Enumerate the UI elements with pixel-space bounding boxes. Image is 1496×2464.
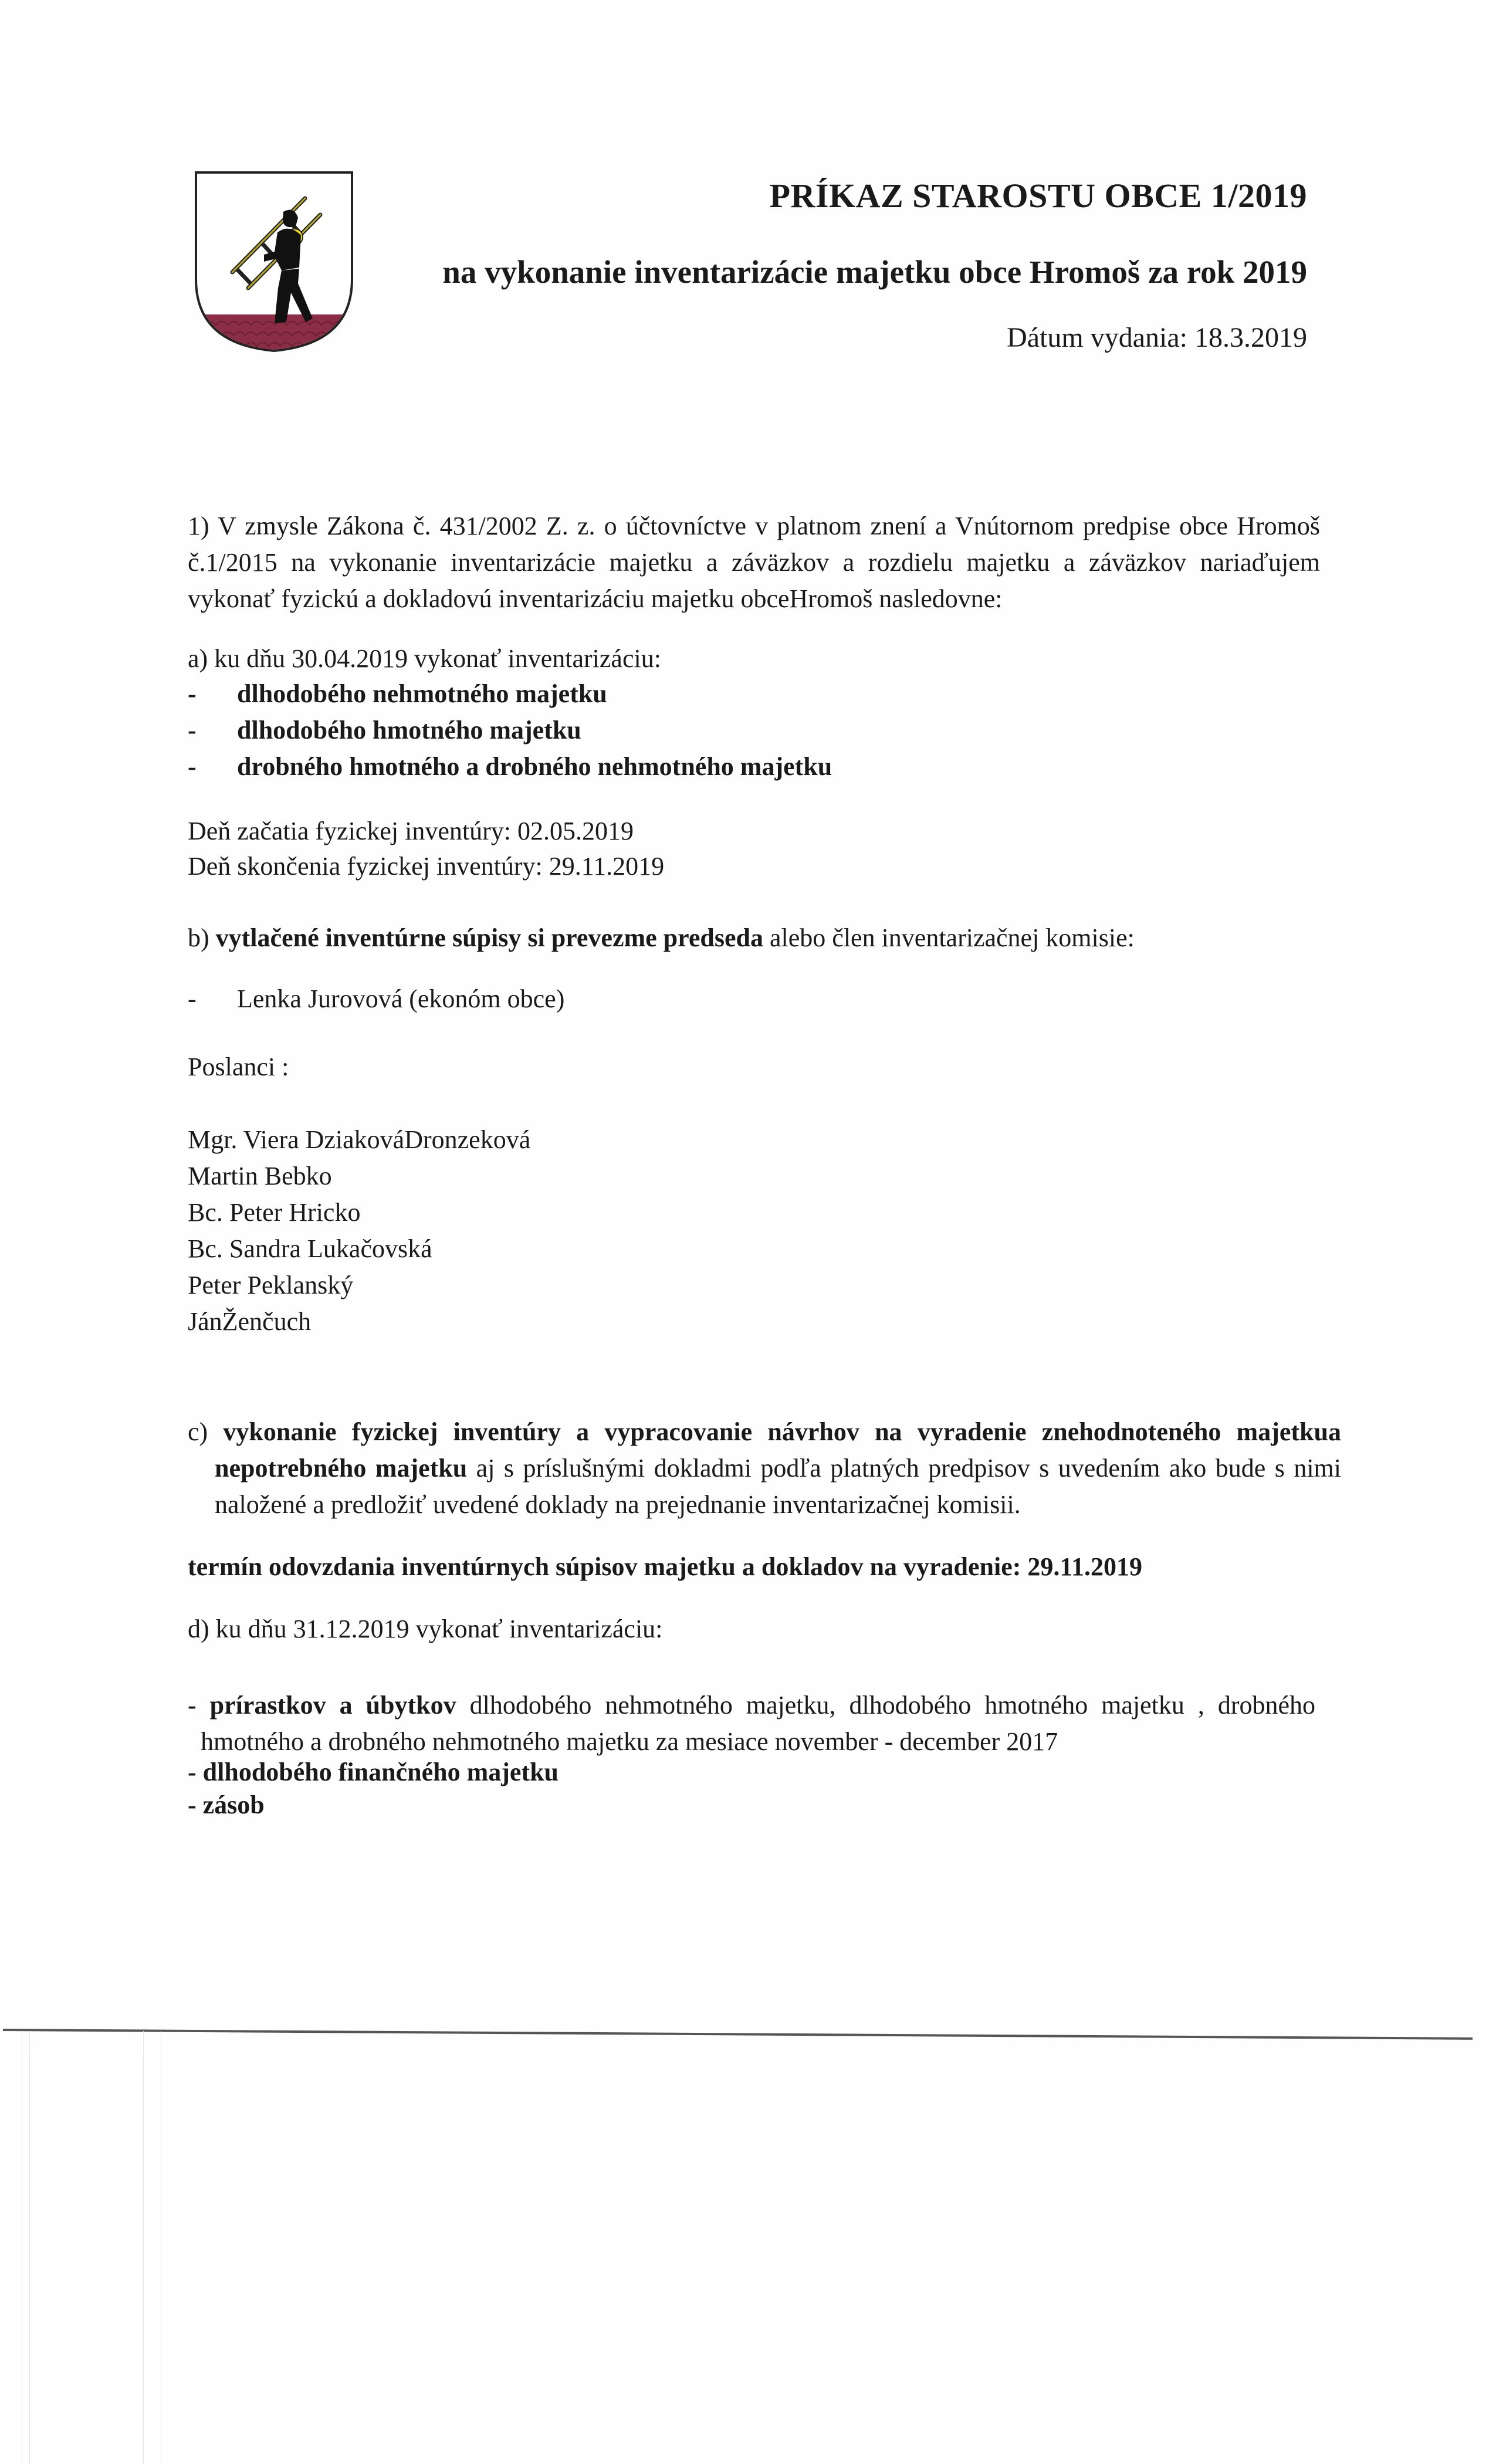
section-d-heading: d) ku dňu 31.12.2019 vykonať inventarizáciu:: [188, 1615, 663, 1643]
commission-chair: - Lenka Jurovová (ekonóm obce): [188, 984, 565, 1013]
section-c-paragraph: c) vykonanie fyzickej inventúry a vypracovanie návrhov na vyradenie znehodnoteného majetkua nepotrebného majetku aj s príslušnými dokladmi podľa platných predpisov s uvedením ako bude s nimi naložené a predložiť uvedené doklady na prejednanie inventarizačnej komisii.: [188, 1417, 1341, 1519]
scan-artifact-line: [29, 2031, 30, 2464]
document-title: PRÍKAZ STAROSTU OBCE 1/2019: [769, 177, 1307, 215]
members-label: Poslanci :: [188, 1052, 289, 1081]
member-name: Martin Bebko: [188, 1162, 332, 1190]
section-d-item-1: - prírastkov a úbytkov dlhodobého nehmotného majetku, dlhodobého hmotného majetku , drobného hmotného a drobného nehmotného majetku za mesiace november - december 2017: [188, 1691, 1316, 1756]
member-name: Peter Peklanský: [188, 1271, 354, 1299]
section-d-item-2: - dlhodobého finančného majetku: [188, 1758, 559, 1786]
member-name: Bc. Peter Hricko: [188, 1198, 361, 1227]
inventory-end-date: Deň skončenia fyzickej inventúry: 29.11.2019: [188, 852, 665, 881]
document-subtitle: na vykonanie inventarizácie majetku obce Hromoš za rok 2019: [442, 254, 1307, 290]
inventory-start-date: Deň začatia fyzickej inventúry: 02.05.2019: [188, 817, 634, 845]
intro-paragraph: 1) V zmysle Zákona č. 431/2002 Z. z. o účtovníctve v platnom znení a Vnútornom predpise obce Hromoš č.1/2015 na vykonanie inventarizácie majetku a záväzkov a rozdielu majetku a záväzkov nariaďujem vykonať fyzickú a dokladovú inventarizáciu majetku obceHromoš nasledovne:: [188, 512, 1320, 613]
list-item: - dlhodobého hmotného majetku: [188, 716, 581, 744]
scan-artifact-line: [143, 2031, 144, 2464]
member-name: JánŽenčuch: [188, 1307, 312, 1336]
coat-of-arms-icon: [192, 168, 357, 356]
submission-deadline: termín odovzdania inventúrnych súpisov majetku a dokladov na vyradenie: 29.11.2019: [188, 1552, 1142, 1581]
section-a-heading: a) ku dňu 30.04.2019 vykonať inventarizáciu:: [188, 644, 661, 673]
member-name: Bc. Sandra Lukačovská: [188, 1234, 432, 1263]
members-list: [188, 1122, 530, 1340]
member-name: Mgr. Viera DziakováDronzeková: [188, 1125, 531, 1154]
section-b-heading: b) vytlačené inventúrne súpisy si prevezme predseda alebo člen inventarizačnej komisie:: [188, 923, 1135, 952]
section-d-item-3: - zásob: [188, 1791, 265, 1819]
section-a-list: [188, 676, 832, 785]
list-item: - drobného hmotného a drobného nehmotného majetku: [188, 752, 832, 781]
list-item: - dlhodobého nehmotného majetku: [188, 679, 607, 708]
issue-date: Dátum vydania: 18.3.2019: [1007, 322, 1307, 353]
